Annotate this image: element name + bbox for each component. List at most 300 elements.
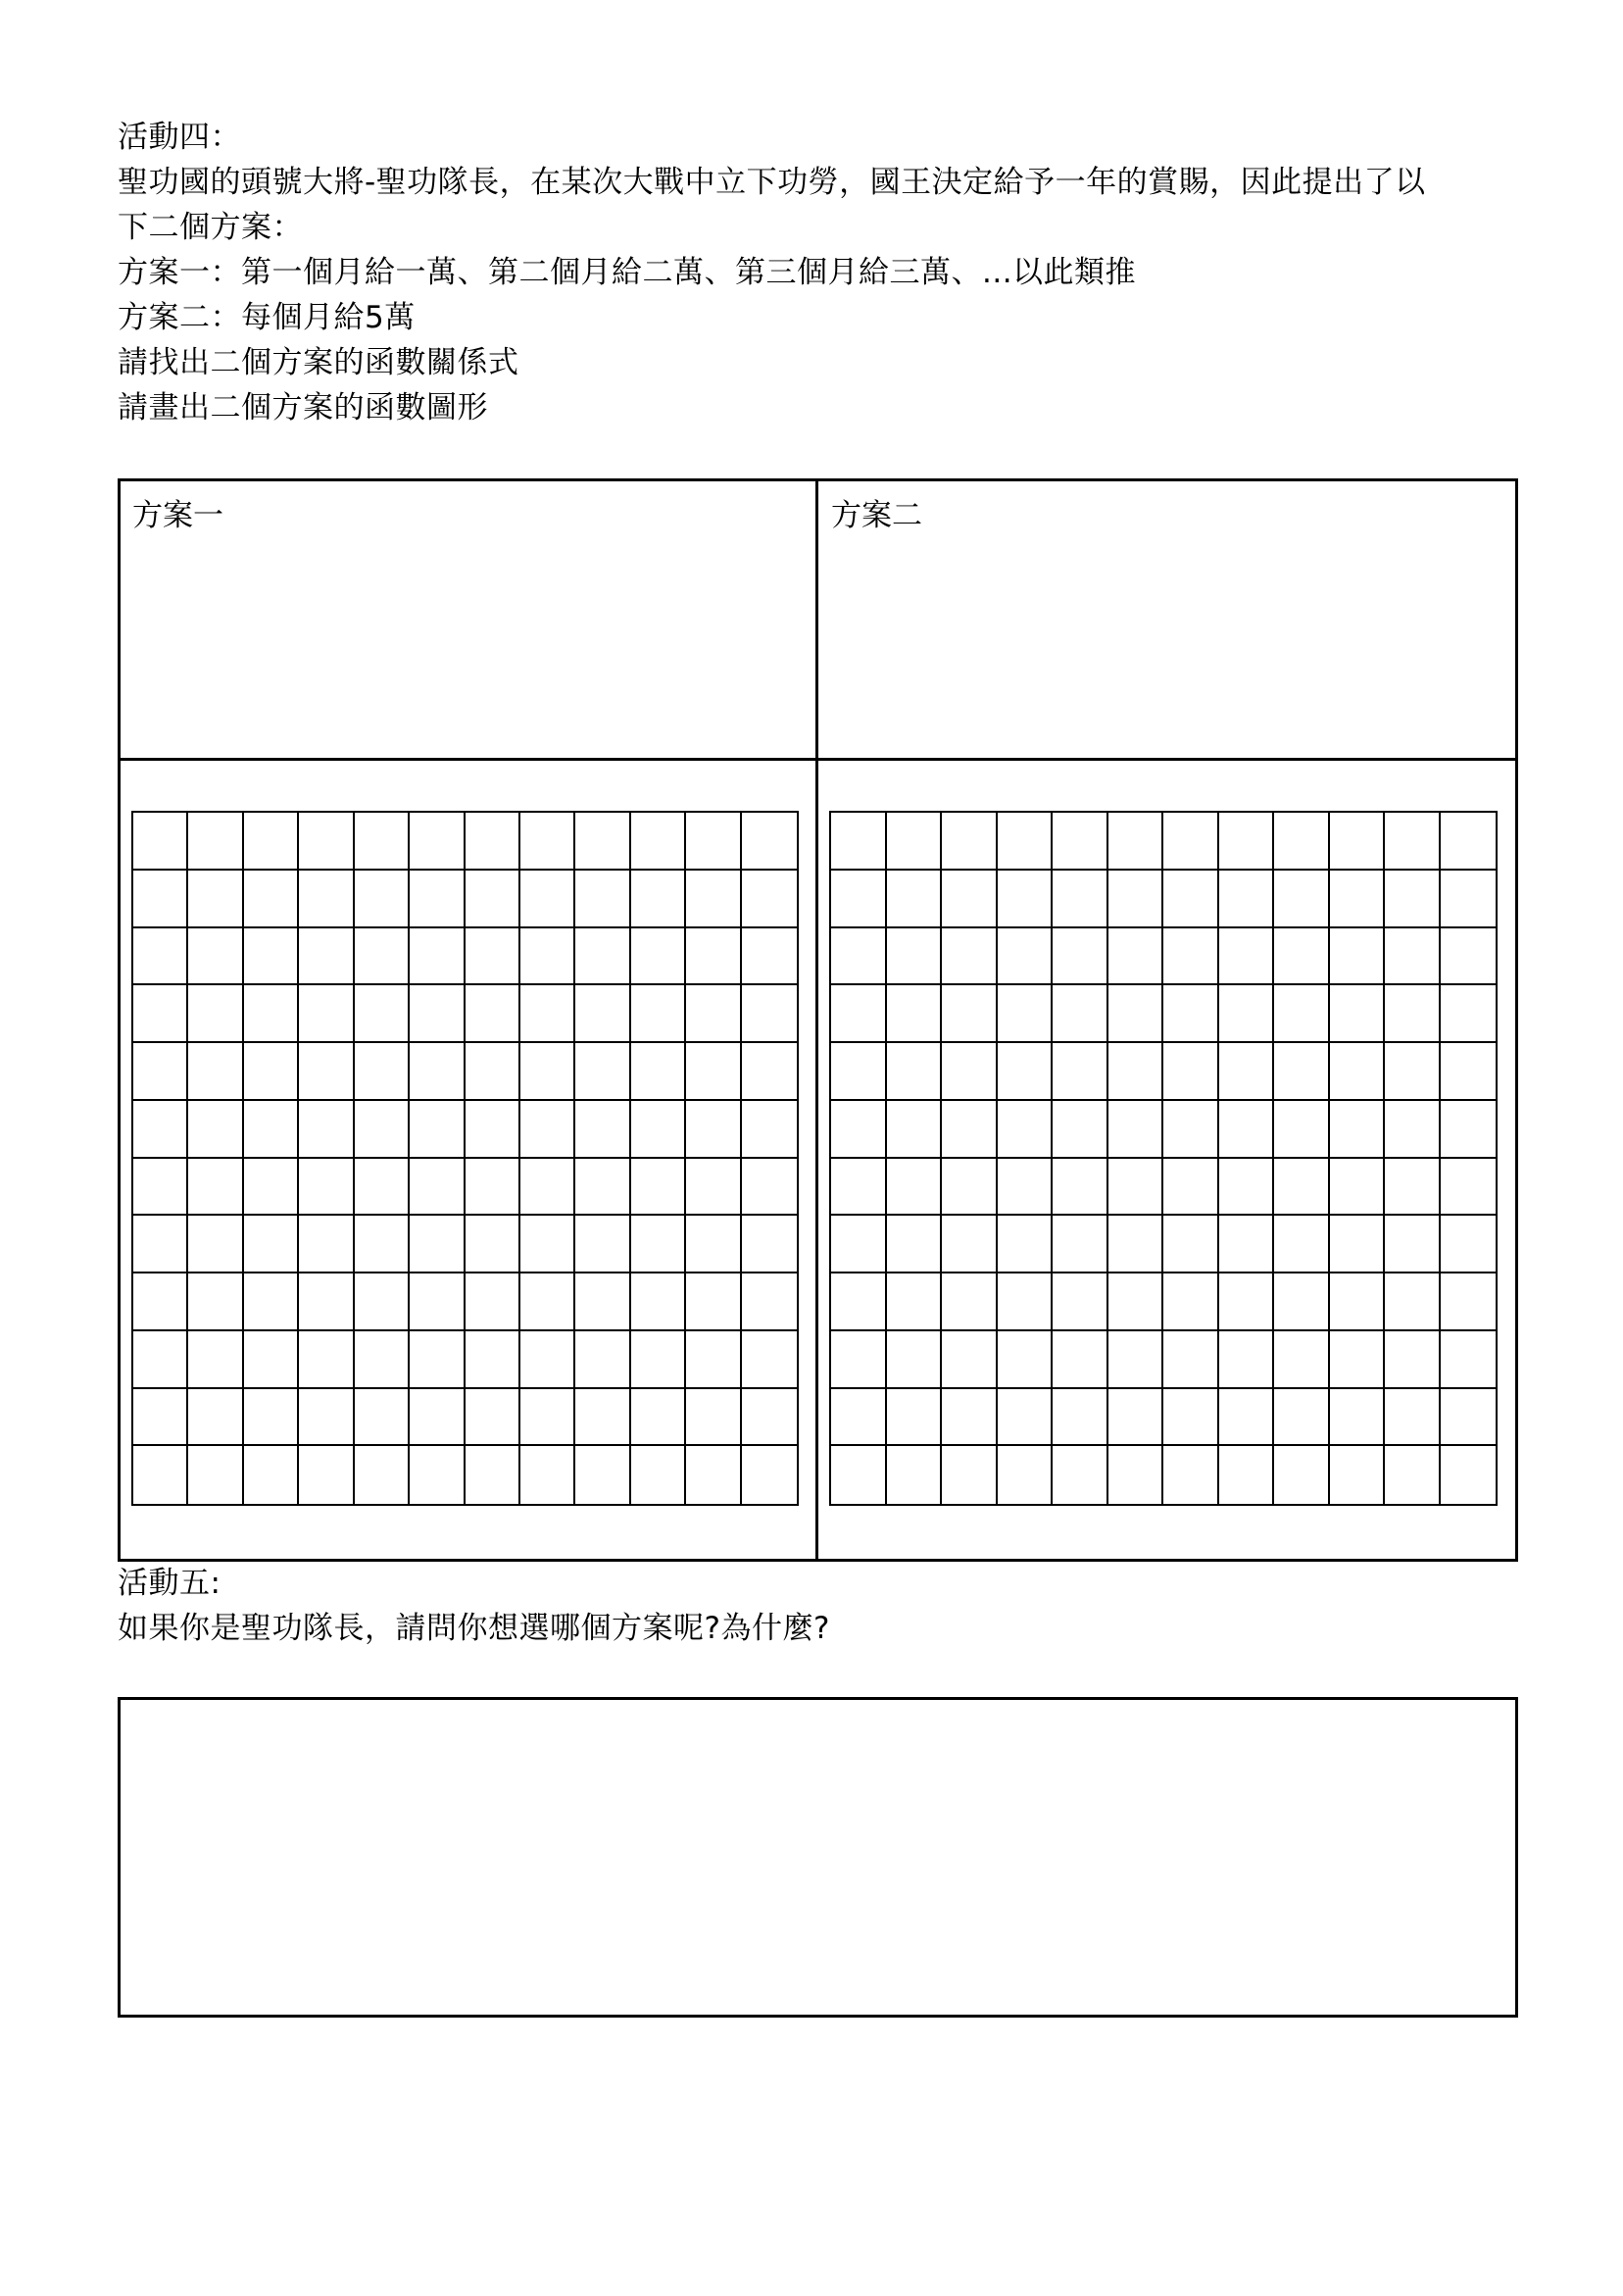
grid-cell[interactable] [1053, 1159, 1108, 1217]
grid-cell[interactable] [1385, 985, 1441, 1043]
grid-cell[interactable] [1053, 1446, 1108, 1504]
grid-cell[interactable] [575, 871, 630, 928]
grid-cell[interactable] [831, 928, 887, 986]
grid-cell[interactable] [831, 1331, 887, 1389]
grid-cell[interactable] [1385, 928, 1441, 986]
grid-cell[interactable] [1219, 1273, 1275, 1331]
grid-cell[interactable] [686, 928, 741, 986]
grid-cell[interactable] [355, 985, 410, 1043]
grid-cell[interactable] [244, 1101, 299, 1159]
grid-cell[interactable] [742, 1446, 797, 1504]
grid-cell[interactable] [742, 1331, 797, 1389]
grid-cell[interactable] [1108, 1159, 1164, 1217]
grid-cell[interactable] [466, 1216, 520, 1273]
grid-cell[interactable] [831, 1043, 887, 1101]
plan-table-divider-horizontal [118, 758, 1518, 761]
grid-cell[interactable] [244, 1043, 299, 1101]
grid-cell[interactable] [1441, 928, 1497, 986]
grid-cell[interactable] [133, 871, 188, 928]
grid-cell[interactable] [520, 813, 575, 871]
grid-cell[interactable] [1330, 1389, 1386, 1447]
grid-cell[interactable] [299, 985, 354, 1043]
grid-cell[interactable] [1053, 1043, 1108, 1101]
grid-cell[interactable] [299, 928, 354, 986]
grid-cell[interactable] [1219, 1101, 1275, 1159]
grid-cell[interactable] [355, 1159, 410, 1217]
grid-cell[interactable] [575, 928, 630, 986]
grid-cell[interactable] [742, 813, 797, 871]
grid-cell[interactable] [133, 928, 188, 986]
grid-cell[interactable] [1108, 1446, 1164, 1504]
grid-cell[interactable] [466, 1159, 520, 1217]
grid-cell[interactable] [410, 985, 465, 1043]
grid-cell[interactable] [831, 871, 887, 928]
grid-cell[interactable] [942, 1331, 998, 1389]
grid-cell[interactable] [520, 1273, 575, 1331]
grid-cell[interactable] [631, 1331, 686, 1389]
grid-cell[interactable] [410, 1159, 465, 1217]
grid-cell[interactable] [686, 1446, 741, 1504]
grid-cell[interactable] [1163, 1043, 1219, 1101]
grid-cell[interactable] [998, 1043, 1054, 1101]
grid-cell[interactable] [1330, 871, 1386, 928]
grid-cell[interactable] [1274, 871, 1330, 928]
grid-cell[interactable] [355, 1273, 410, 1331]
grid-cell[interactable] [1108, 985, 1164, 1043]
activity5-answer-box[interactable] [118, 1697, 1518, 2018]
grid-cell[interactable] [1385, 1159, 1441, 1217]
grid-cell[interactable] [188, 813, 243, 871]
grid-cell[interactable] [942, 871, 998, 928]
grid-cell[interactable] [1330, 1159, 1386, 1217]
grid-cell[interactable] [1219, 985, 1275, 1043]
grid-cell[interactable] [631, 1159, 686, 1217]
grid-cell[interactable] [1108, 871, 1164, 928]
grid-cell[interactable] [244, 1159, 299, 1217]
grid-cell[interactable] [410, 813, 465, 871]
grid-cell[interactable] [188, 985, 243, 1043]
grid-cell[interactable] [299, 871, 354, 928]
grid-cell[interactable] [410, 1446, 465, 1504]
grid-cell[interactable] [1385, 1446, 1441, 1504]
grid-cell[interactable] [410, 1101, 465, 1159]
grid-cell[interactable] [1163, 871, 1219, 928]
grid-cell[interactable] [1274, 1043, 1330, 1101]
grid-cell[interactable] [1163, 1273, 1219, 1331]
grid-cell[interactable] [686, 1216, 741, 1273]
grid-cell[interactable] [942, 985, 998, 1043]
grid-cell[interactable] [631, 928, 686, 986]
grid-cell[interactable] [887, 1101, 943, 1159]
plan2-graph-grid[interactable] [829, 811, 1498, 1506]
grid-cell[interactable] [998, 871, 1054, 928]
grid-cell[interactable] [133, 1389, 188, 1447]
grid-cell[interactable] [575, 1216, 630, 1273]
grid-cell[interactable] [575, 1159, 630, 1217]
grid-cell[interactable] [1385, 1331, 1441, 1389]
grid-cell[interactable] [1053, 1389, 1108, 1447]
grid-cell[interactable] [575, 813, 630, 871]
grid-cell[interactable] [575, 985, 630, 1043]
grid-cell[interactable] [466, 928, 520, 986]
grid-cell[interactable] [520, 1331, 575, 1389]
grid-cell[interactable] [686, 1159, 741, 1217]
grid-cell[interactable] [188, 1273, 243, 1331]
grid-cell[interactable] [1108, 928, 1164, 986]
grid-cell[interactable] [742, 985, 797, 1043]
grid-cell[interactable] [1163, 1389, 1219, 1447]
grid-cell[interactable] [742, 1043, 797, 1101]
grid-cell[interactable] [133, 1273, 188, 1331]
plan2-function-answer-area[interactable] [821, 541, 1512, 752]
grid-cell[interactable] [1108, 1273, 1164, 1331]
grid-cell[interactable] [520, 1389, 575, 1447]
grid-cell[interactable] [887, 1043, 943, 1101]
grid-cell[interactable] [998, 1216, 1054, 1273]
grid-cell[interactable] [188, 1331, 243, 1389]
grid-cell[interactable] [520, 1159, 575, 1217]
grid-cell[interactable] [887, 928, 943, 986]
grid-cell[interactable] [998, 1389, 1054, 1447]
grid-cell[interactable] [887, 1273, 943, 1331]
grid-cell[interactable] [410, 1331, 465, 1389]
grid-cell[interactable] [1219, 1216, 1275, 1273]
grid-cell[interactable] [520, 1446, 575, 1504]
grid-cell[interactable] [299, 1389, 354, 1447]
plan2-header: 方案二 [831, 498, 922, 533]
grid-cell[interactable] [942, 1043, 998, 1101]
grid-cell[interactable] [466, 1273, 520, 1331]
grid-cell[interactable] [1274, 1273, 1330, 1331]
grid-cell[interactable] [1163, 985, 1219, 1043]
grid-cell[interactable] [686, 985, 741, 1043]
grid-cell[interactable] [1163, 1331, 1219, 1389]
grid-cell[interactable] [1385, 1389, 1441, 1447]
grid-cell[interactable] [631, 1043, 686, 1101]
grid-cell[interactable] [887, 813, 943, 871]
grid-cell[interactable] [244, 1446, 299, 1504]
grid-cell[interactable] [410, 871, 465, 928]
grid-cell[interactable] [1274, 1216, 1330, 1273]
grid-cell[interactable] [1053, 985, 1108, 1043]
grid-cell[interactable] [942, 1159, 998, 1217]
grid-cell[interactable] [355, 928, 410, 986]
plan1-description: 方案一：第一個月給一萬、第二個月給二萬、第三個月給三萬、...以此類推 [118, 255, 1137, 290]
grid-cell[interactable] [575, 1446, 630, 1504]
grid-cell[interactable] [742, 1389, 797, 1447]
grid-cell[interactable] [887, 1389, 943, 1447]
grid-cell[interactable] [998, 1101, 1054, 1159]
grid-cell[interactable] [742, 1159, 797, 1217]
grid-cell[interactable] [942, 1101, 998, 1159]
grid-cell[interactable] [1441, 1101, 1497, 1159]
grid-cell[interactable] [1163, 1446, 1219, 1504]
grid-cell[interactable] [1385, 813, 1441, 871]
grid-cell[interactable] [466, 1331, 520, 1389]
grid-cell[interactable] [686, 1273, 741, 1331]
grid-cell[interactable] [887, 1159, 943, 1217]
grid-cell[interactable] [244, 1331, 299, 1389]
grid-cell[interactable] [998, 1273, 1054, 1331]
grid-cell[interactable] [998, 813, 1054, 871]
grid-cell[interactable] [831, 1273, 887, 1331]
grid-cell[interactable] [1053, 1101, 1108, 1159]
grid-cell[interactable] [1108, 1101, 1164, 1159]
grid-cell[interactable] [520, 1101, 575, 1159]
grid-cell[interactable] [1330, 1216, 1386, 1273]
grid-cell[interactable] [188, 1446, 243, 1504]
grid-cell[interactable] [1330, 1446, 1386, 1504]
grid-cell[interactable] [575, 1101, 630, 1159]
grid-cell[interactable] [355, 1389, 410, 1447]
grid-cell[interactable] [466, 1446, 520, 1504]
grid-cell[interactable] [410, 1216, 465, 1273]
grid-cell[interactable] [355, 1446, 410, 1504]
grid-cell[interactable] [631, 813, 686, 871]
grid-cell[interactable] [686, 1331, 741, 1389]
question-draw-graph: 請畫出二個方案的函數圖形 [118, 390, 488, 425]
plan-table-divider-vertical [815, 478, 818, 1562]
grid-cell[interactable] [410, 928, 465, 986]
grid-cell[interactable] [355, 1216, 410, 1273]
grid-cell[interactable] [1274, 1446, 1330, 1504]
grid-cell[interactable] [575, 1389, 630, 1447]
grid-cell[interactable] [631, 871, 686, 928]
grid-cell[interactable] [1441, 1331, 1497, 1389]
grid-cell[interactable] [998, 928, 1054, 986]
grid-cell[interactable] [133, 1216, 188, 1273]
grid-cell[interactable] [299, 1043, 354, 1101]
grid-cell[interactable] [831, 1389, 887, 1447]
grid-cell[interactable] [631, 1389, 686, 1447]
grid-cell[interactable] [520, 871, 575, 928]
grid-cell[interactable] [1163, 1159, 1219, 1217]
grid-cell[interactable] [1219, 871, 1275, 928]
grid-cell[interactable] [1330, 813, 1386, 871]
grid-cell[interactable] [1108, 813, 1164, 871]
grid-cell[interactable] [299, 813, 354, 871]
grid-cell[interactable] [244, 1216, 299, 1273]
grid-cell[interactable] [887, 1331, 943, 1389]
grid-cell[interactable] [244, 1273, 299, 1331]
grid-cell[interactable] [1330, 985, 1386, 1043]
grid-cell[interactable] [1385, 1043, 1441, 1101]
grid-cell[interactable] [887, 985, 943, 1043]
grid-cell[interactable] [520, 985, 575, 1043]
grid-cell[interactable] [1219, 1043, 1275, 1101]
grid-cell[interactable] [133, 1101, 188, 1159]
grid-cell[interactable] [299, 1331, 354, 1389]
grid-cell[interactable] [942, 1273, 998, 1331]
plan1-function-answer-area[interactable] [123, 541, 810, 752]
grid-cell[interactable] [355, 1043, 410, 1101]
grid-cell[interactable] [1274, 1159, 1330, 1217]
grid-cell[interactable] [133, 985, 188, 1043]
grid-cell[interactable] [188, 1159, 243, 1217]
grid-cell[interactable] [1163, 1216, 1219, 1273]
grid-cell[interactable] [1330, 1273, 1386, 1331]
grid-cell[interactable] [188, 928, 243, 986]
grid-cell[interactable] [1330, 1043, 1386, 1101]
grid-cell[interactable] [1441, 1043, 1497, 1101]
grid-cell[interactable] [1330, 1331, 1386, 1389]
grid-cell[interactable] [299, 1216, 354, 1273]
grid-cell[interactable] [686, 871, 741, 928]
grid-cell[interactable] [1163, 1101, 1219, 1159]
grid-cell[interactable] [466, 813, 520, 871]
grid-cell[interactable] [631, 1101, 686, 1159]
grid-cell[interactable] [1385, 1216, 1441, 1273]
grid-cell[interactable] [998, 1159, 1054, 1217]
grid-cell[interactable] [299, 1159, 354, 1217]
grid-cell[interactable] [1219, 1159, 1275, 1217]
grid-cell[interactable] [575, 1273, 630, 1331]
grid-cell[interactable] [887, 1216, 943, 1273]
grid-cell[interactable] [1330, 1101, 1386, 1159]
grid-cell[interactable] [686, 1101, 741, 1159]
grid-cell[interactable] [188, 1216, 243, 1273]
grid-cell[interactable] [1108, 1389, 1164, 1447]
grid-cell[interactable] [1053, 1216, 1108, 1273]
grid-cell[interactable] [942, 1216, 998, 1273]
grid-cell[interactable] [299, 1101, 354, 1159]
grid-cell[interactable] [686, 1043, 741, 1101]
grid-cell[interactable] [355, 1331, 410, 1389]
grid-cell[interactable] [1219, 1331, 1275, 1389]
grid-cell[interactable] [1441, 1389, 1497, 1447]
grid-cell[interactable] [831, 1159, 887, 1217]
grid-cell[interactable] [742, 1216, 797, 1273]
grid-cell[interactable] [1163, 813, 1219, 871]
grid-cell[interactable] [631, 985, 686, 1043]
grid-cell[interactable] [887, 871, 943, 928]
grid-cell[interactable] [1274, 813, 1330, 871]
grid-cell[interactable] [1274, 985, 1330, 1043]
grid-cell[interactable] [1274, 928, 1330, 986]
grid-cell[interactable] [244, 813, 299, 871]
grid-cell[interactable] [1108, 1043, 1164, 1101]
grid-cell[interactable] [942, 1389, 998, 1447]
grid-cell[interactable] [1108, 1331, 1164, 1389]
grid-cell[interactable] [299, 1446, 354, 1504]
grid-cell[interactable] [831, 985, 887, 1043]
grid-cell[interactable] [942, 1446, 998, 1504]
grid-cell[interactable] [1441, 1273, 1497, 1331]
grid-cell[interactable] [742, 871, 797, 928]
grid-cell[interactable] [133, 1043, 188, 1101]
grid-cell[interactable] [1385, 1101, 1441, 1159]
grid-cell[interactable] [742, 928, 797, 986]
grid-cell[interactable] [355, 1101, 410, 1159]
grid-cell[interactable] [188, 871, 243, 928]
grid-cell[interactable] [1219, 1446, 1275, 1504]
grid-cell[interactable] [1385, 1273, 1441, 1331]
grid-cell[interactable] [998, 985, 1054, 1043]
grid-cell[interactable] [133, 1159, 188, 1217]
plan1-graph-grid[interactable] [131, 811, 799, 1506]
grid-cell[interactable] [466, 1389, 520, 1447]
grid-cell[interactable] [942, 928, 998, 986]
grid-cell[interactable] [355, 871, 410, 928]
grid-cell[interactable] [1163, 928, 1219, 986]
activity4-line2: 下二個方案： [118, 210, 303, 245]
grid-cell[interactable] [887, 1446, 943, 1504]
grid-cell[interactable] [1385, 871, 1441, 928]
grid-cell[interactable] [410, 1273, 465, 1331]
grid-cell[interactable] [410, 1389, 465, 1447]
grid-cell[interactable] [1274, 1101, 1330, 1159]
grid-cell[interactable] [1053, 1273, 1108, 1331]
activity4-title: 活動四： [118, 120, 241, 155]
grid-cell[interactable] [942, 813, 998, 871]
grid-cell[interactable] [631, 1273, 686, 1331]
grid-cell[interactable] [686, 813, 741, 871]
grid-cell[interactable] [831, 1216, 887, 1273]
grid-cell[interactable] [466, 985, 520, 1043]
grid-cell[interactable] [299, 1273, 354, 1331]
grid-cell[interactable] [133, 813, 188, 871]
grid-cell[interactable] [410, 1043, 465, 1101]
grid-cell[interactable] [1441, 1216, 1497, 1273]
grid-cell[interactable] [1053, 1331, 1108, 1389]
grid-cell[interactable] [1108, 1216, 1164, 1273]
grid-cell[interactable] [742, 1101, 797, 1159]
grid-cell[interactable] [188, 1043, 243, 1101]
grid-cell[interactable] [1274, 1331, 1330, 1389]
grid-cell[interactable] [742, 1273, 797, 1331]
grid-cell[interactable] [244, 1389, 299, 1447]
grid-cell[interactable] [1330, 928, 1386, 986]
grid-cell[interactable] [1053, 928, 1108, 986]
grid-cell[interactable] [1441, 1446, 1497, 1504]
grid-cell[interactable] [1441, 813, 1497, 871]
grid-cell[interactable] [1053, 813, 1108, 871]
grid-cell[interactable] [466, 1043, 520, 1101]
grid-cell[interactable] [466, 871, 520, 928]
grid-cell[interactable] [575, 1043, 630, 1101]
grid-cell[interactable] [631, 1446, 686, 1504]
grid-cell[interactable] [998, 1446, 1054, 1504]
grid-cell[interactable] [831, 813, 887, 871]
grid-cell[interactable] [520, 928, 575, 986]
grid-cell[interactable] [244, 985, 299, 1043]
grid-cell[interactable] [831, 1101, 887, 1159]
grid-cell[interactable] [631, 1216, 686, 1273]
grid-cell[interactable] [133, 1446, 188, 1504]
grid-cell[interactable] [188, 1101, 243, 1159]
grid-cell[interactable] [1274, 1389, 1330, 1447]
grid-cell[interactable] [188, 1389, 243, 1447]
grid-cell[interactable] [355, 813, 410, 871]
grid-cell[interactable] [1441, 985, 1497, 1043]
grid-cell[interactable] [575, 1331, 630, 1389]
grid-cell[interactable] [520, 1216, 575, 1273]
grid-cell[interactable] [998, 1331, 1054, 1389]
grid-cell[interactable] [1219, 813, 1275, 871]
grid-cell[interactable] [244, 928, 299, 986]
grid-cell[interactable] [686, 1389, 741, 1447]
grid-cell[interactable] [1053, 871, 1108, 928]
grid-cell[interactable] [1219, 928, 1275, 986]
grid-cell[interactable] [520, 1043, 575, 1101]
grid-cell[interactable] [1441, 1159, 1497, 1217]
grid-cell[interactable] [244, 871, 299, 928]
grid-cell[interactable] [1441, 871, 1497, 928]
grid-cell[interactable] [466, 1101, 520, 1159]
grid-cell[interactable] [1219, 1389, 1275, 1447]
grid-cell[interactable] [831, 1446, 887, 1504]
grid-cell[interactable] [133, 1331, 188, 1389]
